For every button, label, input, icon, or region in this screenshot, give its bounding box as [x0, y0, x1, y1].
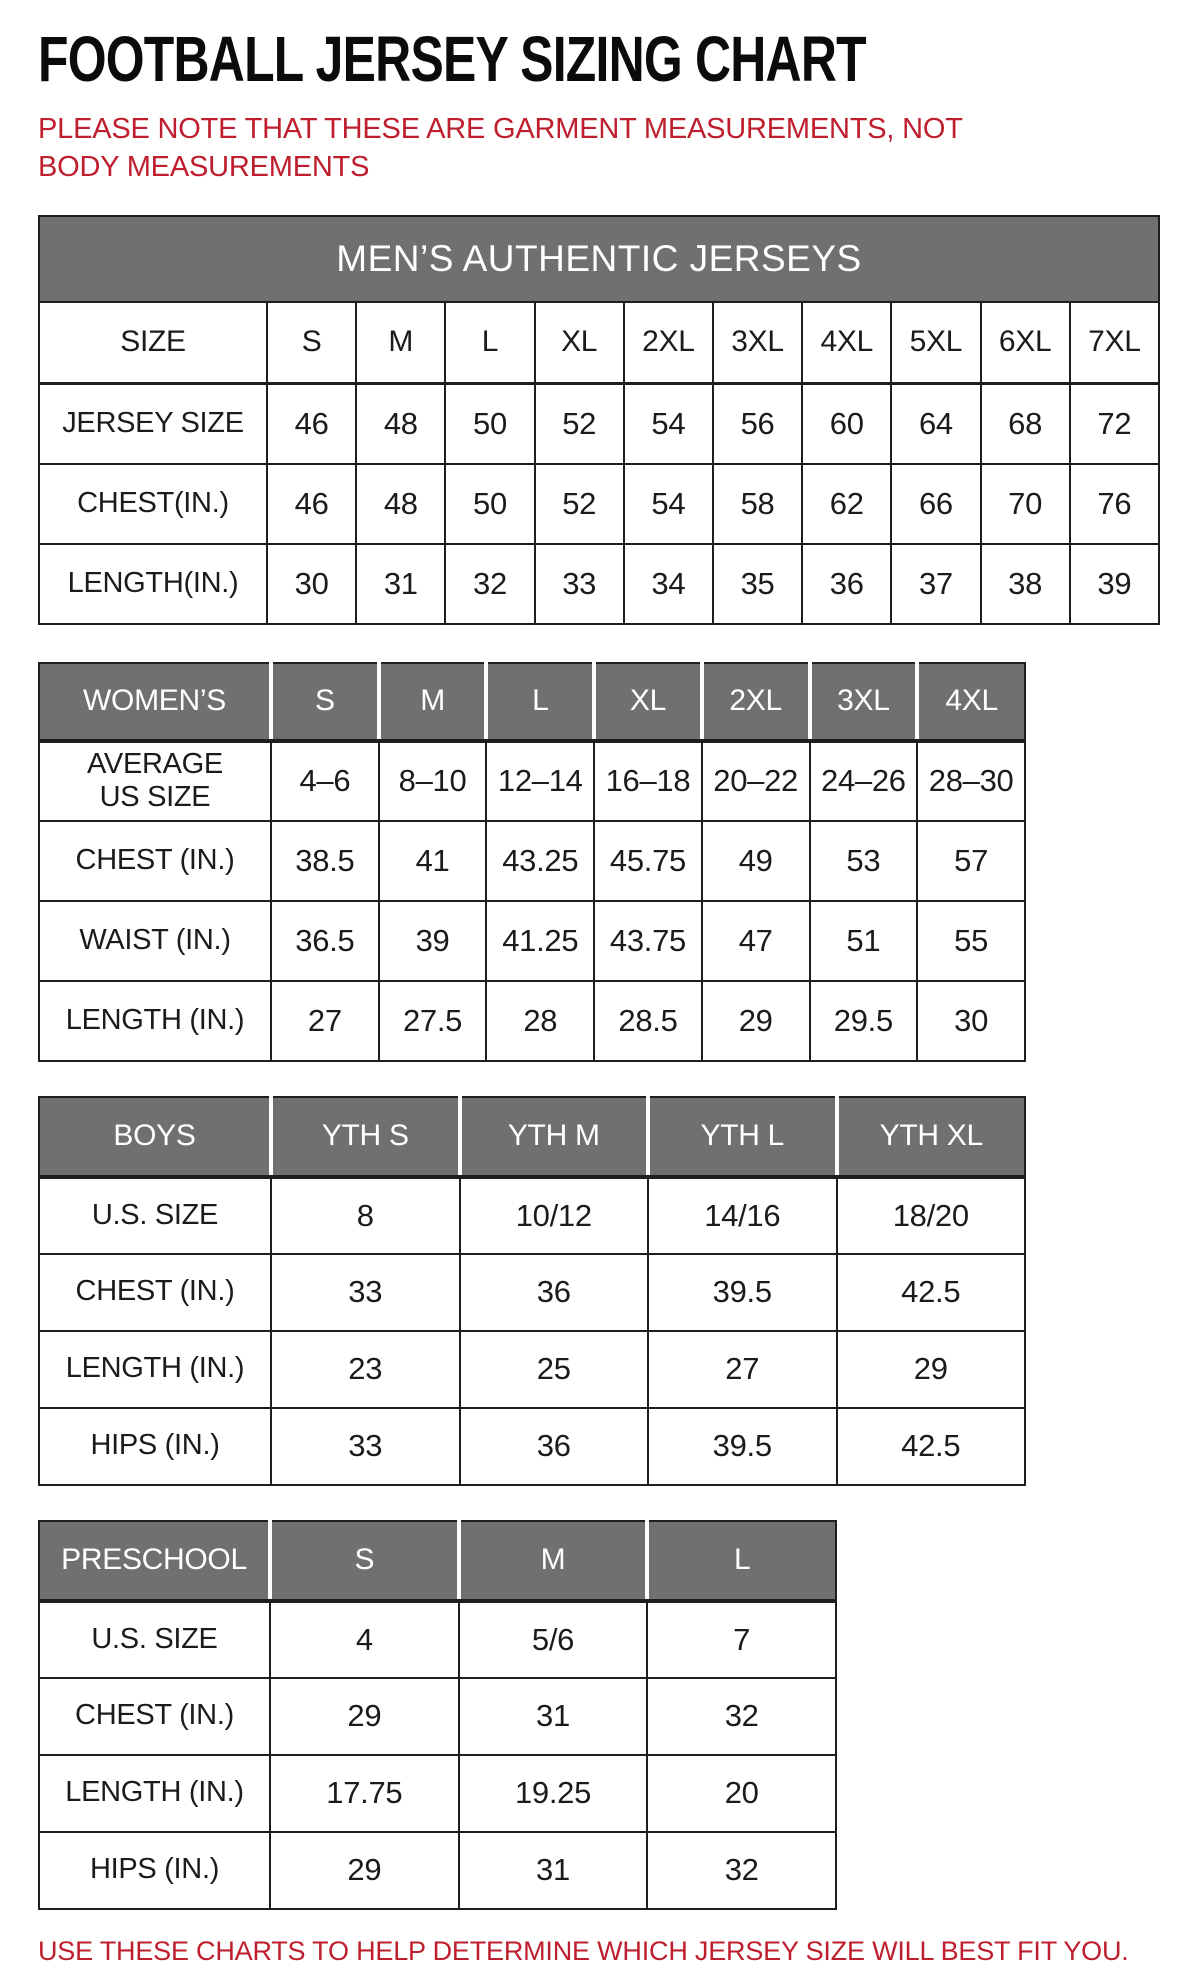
value-cell: 36: [460, 1254, 649, 1331]
row-label-cell: LENGTH (IN.): [39, 981, 271, 1061]
value-cell: 72: [1070, 384, 1159, 464]
value-cell: 33: [271, 1408, 460, 1485]
data-row: [39, 1177, 1025, 1254]
value-cell: 52: [535, 464, 624, 544]
data-row: [39, 1832, 836, 1909]
column-header-cell: S: [270, 1521, 459, 1601]
value-cell: 25: [460, 1331, 649, 1408]
value-cell: 50: [445, 464, 534, 544]
value-cell: 36.5: [271, 901, 379, 981]
value-cell: 32: [647, 1832, 836, 1909]
value-cell: 29.5: [810, 981, 918, 1061]
column-header-cell: YTH XL: [837, 1097, 1026, 1177]
page-title-text: FOOTBALL JERSEY SIZING CHART: [38, 23, 866, 95]
value-cell: 51: [810, 901, 918, 981]
value-cell: 8–10: [379, 741, 487, 821]
value-cell: 27: [271, 981, 379, 1061]
data-row: [39, 1254, 1025, 1331]
value-cell: 45.75: [594, 821, 702, 901]
value-cell: 24–26: [810, 741, 918, 821]
data-row: [39, 544, 1159, 624]
value-cell: 23: [271, 1331, 460, 1408]
value-cell: 16–18: [594, 741, 702, 821]
value-cell: 32: [647, 1678, 836, 1755]
value-cell: 33: [535, 544, 624, 624]
value-cell: 19.25: [459, 1755, 648, 1832]
header-row: [39, 1521, 836, 1601]
column-header-cell: 2XL: [702, 663, 810, 741]
row-label-cell: LENGTH(IN.): [39, 544, 267, 624]
value-cell: 29: [837, 1331, 1026, 1408]
value-cell: 53: [810, 821, 918, 901]
header-row: [39, 1097, 1025, 1177]
data-row: [39, 1408, 1025, 1485]
column-header-cell: S: [271, 663, 379, 741]
value-cell: 27: [648, 1331, 837, 1408]
column-header-cell: 6XL: [981, 302, 1070, 384]
value-cell: 68: [981, 384, 1070, 464]
value-cell: 46: [267, 464, 356, 544]
header-label-cell: WOMEN’S: [39, 663, 271, 741]
value-cell: 31: [459, 1832, 648, 1909]
data-row: [39, 741, 1025, 821]
banner-cell: MEN’S AUTHENTIC JERSEYS: [39, 216, 1159, 302]
boys-grid: [38, 1096, 1026, 1486]
column-header-cell: 4XL: [917, 663, 1025, 741]
data-row: [39, 1755, 836, 1832]
header-row: [39, 663, 1025, 741]
value-cell: 38.5: [271, 821, 379, 901]
value-cell: 28: [486, 981, 594, 1061]
header-row: [39, 302, 1159, 384]
column-header-cell: YTH L: [648, 1097, 837, 1177]
value-cell: 57: [917, 821, 1025, 901]
data-row: [39, 821, 1025, 901]
column-header-cell: 3XL: [810, 663, 918, 741]
row-label-cell: U.S. SIZE: [39, 1601, 270, 1678]
data-row: [39, 1331, 1025, 1408]
column-header-cell: XL: [535, 302, 624, 384]
value-cell: 35: [713, 544, 802, 624]
value-cell: 38: [981, 544, 1070, 624]
column-header-cell: 7XL: [1070, 302, 1159, 384]
mens-authentic-jerseys-table: [38, 215, 1162, 625]
row-label-cell: U.S. SIZE: [39, 1177, 271, 1254]
row-label-cell: CHEST(IN.): [39, 464, 267, 544]
value-cell: 48: [356, 464, 445, 544]
value-cell: 64: [891, 384, 980, 464]
value-cell: 12–14: [486, 741, 594, 821]
column-header-cell: S: [267, 302, 356, 384]
value-cell: 14/16: [648, 1177, 837, 1254]
row-label-cell: LENGTH (IN.): [39, 1331, 271, 1408]
value-cell: 29: [270, 1678, 459, 1755]
data-row: [39, 1601, 836, 1678]
header-label-cell: PRESCHOOL: [39, 1521, 270, 1601]
column-header-cell: M: [356, 302, 445, 384]
value-cell: 39: [379, 901, 487, 981]
column-header-cell: M: [459, 1521, 648, 1601]
column-header-cell: YTH S: [271, 1097, 460, 1177]
row-label-cell: AVERAGE US SIZE: [39, 741, 271, 821]
value-cell: 66: [891, 464, 980, 544]
garment-measurement-note: PLEASE NOTE THAT THESE ARE GARMENT MEASUREMENTS, NOT BODY MEASUREMENTS: [38, 113, 963, 184]
value-cell: 5/6: [459, 1601, 648, 1678]
value-cell: 62: [802, 464, 891, 544]
mens-grid: [38, 215, 1160, 625]
value-cell: 50: [445, 384, 534, 464]
value-cell: 28.5: [594, 981, 702, 1061]
value-cell: 39.5: [648, 1408, 837, 1485]
value-cell: 43.25: [486, 821, 594, 901]
column-header-cell: 5XL: [891, 302, 980, 384]
value-cell: 48: [356, 384, 445, 464]
preschool-grid: [38, 1520, 837, 1910]
value-cell: 39: [1070, 544, 1159, 624]
value-cell: 42.5: [837, 1408, 1026, 1485]
value-cell: 8: [271, 1177, 460, 1254]
column-header-cell: 2XL: [624, 302, 713, 384]
value-cell: 58: [713, 464, 802, 544]
data-row: [39, 384, 1159, 464]
column-header-cell: 3XL: [713, 302, 802, 384]
value-cell: 36: [460, 1408, 649, 1485]
value-cell: 7: [647, 1601, 836, 1678]
value-cell: 43.75: [594, 901, 702, 981]
value-cell: 60: [802, 384, 891, 464]
page-title: [38, 22, 1162, 110]
value-cell: 54: [624, 384, 713, 464]
preschool-sizing-table: [38, 1520, 1162, 1910]
value-cell: 42.5: [837, 1254, 1026, 1331]
value-cell: 39.5: [648, 1254, 837, 1331]
value-cell: 46: [267, 384, 356, 464]
value-cell: 32: [445, 544, 534, 624]
value-cell: 31: [356, 544, 445, 624]
data-row: [39, 981, 1025, 1061]
value-cell: 28–30: [917, 741, 1025, 821]
value-cell: 70: [981, 464, 1070, 544]
column-header-cell: L: [647, 1521, 836, 1601]
data-row: [39, 464, 1159, 544]
value-cell: 30: [267, 544, 356, 624]
value-cell: 33: [271, 1254, 460, 1331]
value-cell: 55: [917, 901, 1025, 981]
row-label-cell: HIPS (IN.): [39, 1832, 270, 1909]
value-cell: 56: [713, 384, 802, 464]
row-label-cell: CHEST (IN.): [39, 1254, 271, 1331]
value-cell: 20: [647, 1755, 836, 1832]
value-cell: 27.5: [379, 981, 487, 1061]
column-header-cell: 4XL: [802, 302, 891, 384]
row-label-cell: WAIST (IN.): [39, 901, 271, 981]
value-cell: 29: [702, 981, 810, 1061]
value-cell: 18/20: [837, 1177, 1026, 1254]
value-cell: 76: [1070, 464, 1159, 544]
value-cell: 31: [459, 1678, 648, 1755]
column-header-cell: XL: [594, 663, 702, 741]
footer-text: USE THESE CHARTS TO HELP DETERMINE WHICH JERSEY SIZE WILL BEST FIT YOU.: [38, 1935, 1129, 1966]
header-label-cell: SIZE: [39, 302, 267, 384]
column-header-cell: L: [445, 302, 534, 384]
value-cell: 41: [379, 821, 487, 901]
value-cell: 36: [802, 544, 891, 624]
data-row: [39, 901, 1025, 981]
value-cell: 49: [702, 821, 810, 901]
boys-sizing-table: [38, 1096, 1162, 1486]
row-label-cell: HIPS (IN.): [39, 1408, 271, 1485]
column-header-cell: YTH M: [460, 1097, 649, 1177]
row-label-cell: JERSEY SIZE: [39, 384, 267, 464]
banner-row: [39, 216, 1159, 302]
row-label-cell: CHEST (IN.): [39, 821, 271, 901]
row-label-cell: CHEST (IN.): [39, 1678, 270, 1755]
value-cell: 37: [891, 544, 980, 624]
value-cell: 41.25: [486, 901, 594, 981]
value-cell: 34: [624, 544, 713, 624]
womens-grid: [38, 662, 1026, 1062]
column-header-cell: L: [486, 663, 594, 741]
value-cell: 47: [702, 901, 810, 981]
value-cell: 52: [535, 384, 624, 464]
value-cell: 54: [624, 464, 713, 544]
row-label-cell: LENGTH (IN.): [39, 1755, 270, 1832]
value-cell: 4: [270, 1601, 459, 1678]
data-row: [39, 1678, 836, 1755]
womens-sizing-table: [38, 662, 1162, 1062]
value-cell: 30: [917, 981, 1025, 1061]
header-label-cell: BOYS: [39, 1097, 271, 1177]
value-cell: 4–6: [271, 741, 379, 821]
value-cell: 10/12: [460, 1177, 649, 1254]
value-cell: 20–22: [702, 741, 810, 821]
value-cell: 29: [270, 1832, 459, 1909]
value-cell: 17.75: [270, 1755, 459, 1832]
column-header-cell: M: [379, 663, 487, 741]
